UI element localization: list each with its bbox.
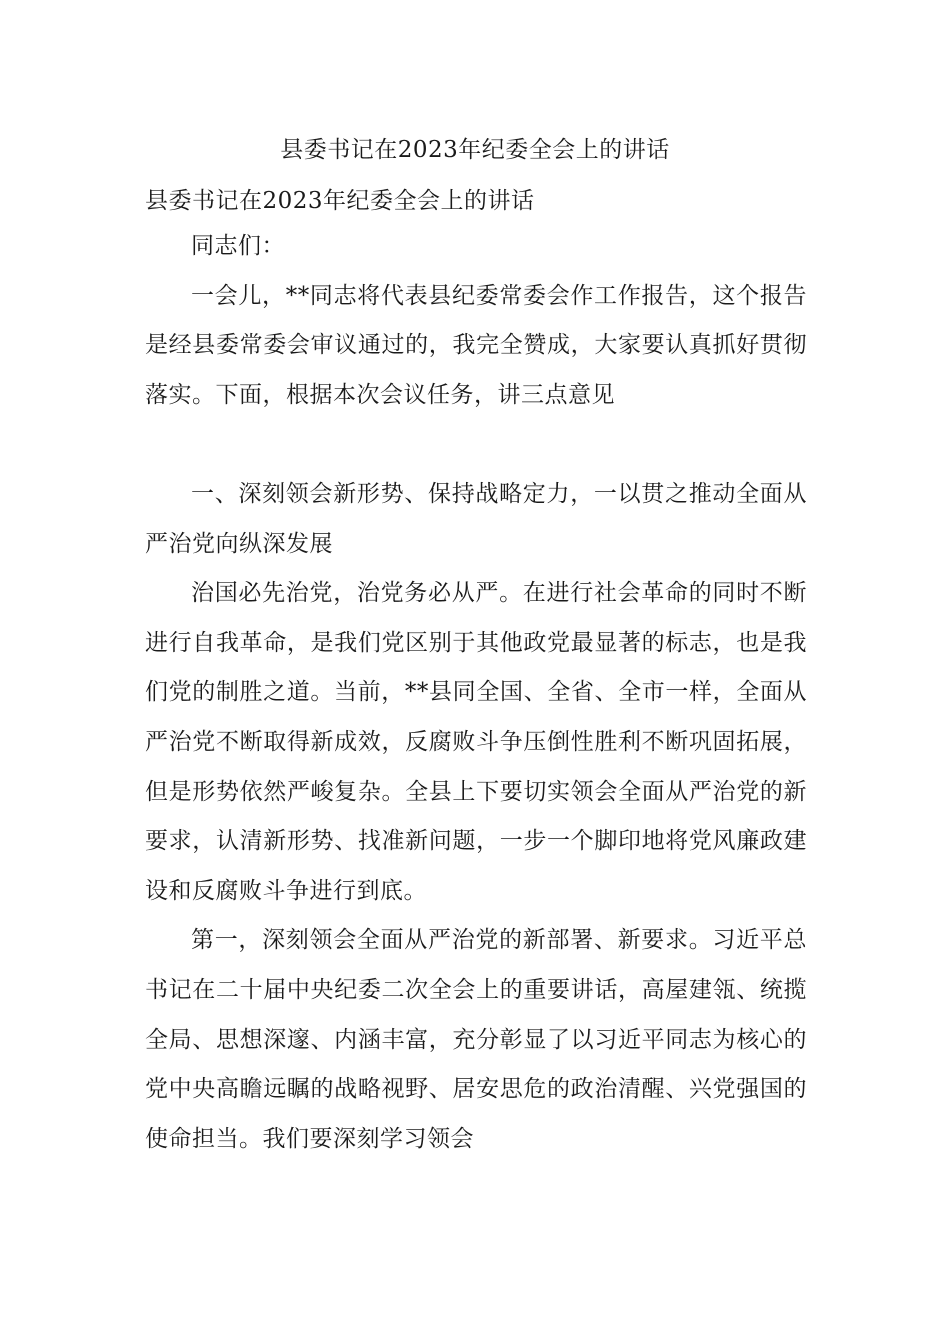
- section-heading-1: 一、深刻领会新形势、保持战略定力，一以贯之推动全面从严治党向纵深发展: [145, 480, 807, 557]
- document-title: 县委书记在2023年纪委全会上的讲话: [280, 137, 670, 163]
- salutation: 同志们：: [191, 233, 285, 259]
- paragraph-gap: [145, 420, 807, 470]
- paragraph-first-point: 第一，深刻领会全面从严治党的新部署、新要求。习近平总书记在二十届中央纪委二次全会上的重要讲话，高屋建瓴、统揽全局、思想深邃、内涵丰富，充分彰显了以习近平同志为核心的党中央高瞻远瞩的战略视野、居安思危的政治清醒、兴党强国的使命担当。我们要深刻学习领会: [145, 927, 807, 1152]
- paragraph-intro: 一会儿，**同志将代表县纪委常委会作工作报告，这个报告是经县委常委会审议通过的，我完全赞成，大家要认真抓好贯彻落实。下面，根据本次会议任务，讲三点意见: [145, 282, 807, 408]
- document-subtitle: 县委书记在2023年纪委全会上的讲话: [145, 188, 535, 214]
- document-body: [145, 180, 807, 1164]
- paragraph-section-1: 治国必先治党，治党务必从严。在进行社会革命的同时不断进行自我革命，是我们党区别于其他政党最显著的标志，也是我们党的制胜之道。当前，**县同全国、全省、全市一样，全面从严治党不断取得新成效，反腐败斗争压倒性胜利不断巩固拓展，但是形势依然严峻复杂。全县上下要切实领会全面从严治党的新要求，认清新形势、找准新问题，一步一个脚印地将党风廉政建设和反腐败斗争进行到底。: [145, 580, 807, 904]
